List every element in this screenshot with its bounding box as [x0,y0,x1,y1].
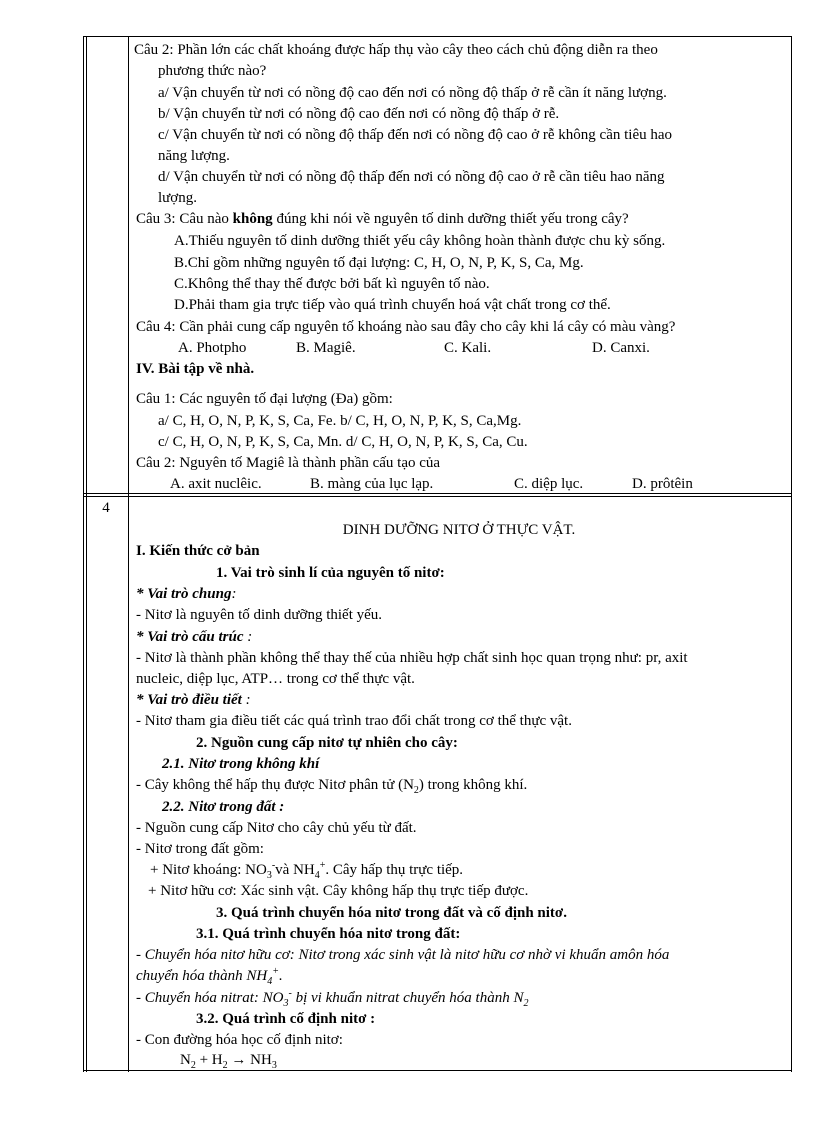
hw-q2: Câu 2: Nguyên tố Magiê là thành phần cấu tạo của [136,455,441,471]
section-2-heading: 2. Nguồn cung cấp nitơ tự nhiên cho cây: [196,735,458,751]
section-3-1-text-2: chuyển hóa thành $NH_4^+$. [136,966,283,987]
section-3-1-text-1: - Chuyển hóa nitơ hữu cơ: Nitơ trong xác sinh vật là nitơ hữu cơ nhờ vi khuẩn amôn hóa [136,947,670,963]
nitrogen-fixation-equation: $N_2 + H_2 \to NH_3$ [180,1052,277,1071]
section-3-1-text-3: - Chuyển hóa nitrat: $NO_3^-$ bị vi khuẩn nitrat chuyển hóa thành $N_2$ [136,988,529,1009]
vai-tro-cau-truc-text-1: - Nitơ là thành phần không thể thay thế của nhiều hợp chất sinh học quan trọng như: pr, axit [136,650,688,666]
table-column-divider [128,36,129,1072]
vai-tro-cau-truc-text-2: nucleic, diệp lục, ATP… trong cơ thể thực vật. [136,671,415,687]
section-3-heading: 3. Quá trình chuyển hóa nitơ trong đất và cố định nitơ. [216,905,567,921]
hw-q2-option-c: C. diệp lục. [514,476,584,492]
q4-option-c: C. Kali. [444,340,492,356]
section-2-1-text: - Cây không thể hấp thụ được Nitơ phân tử $(N_2)$ trong không khí. [136,777,528,796]
q2-option-c-line1: c/ Vận chuyển từ nơi có nồng độ thấp đến nơi có nồng độ cao ở rễ không cần tiêu hao [158,127,673,143]
q2-line2: phương thức nào? [158,63,267,79]
row-number: 4 [102,500,110,516]
q3-option-b: B.Chỉ gồm những nguyên tố đại lượng: C, H, O, N, P, K, S, Ca, Mg. [174,255,584,271]
section-2-1-heading: 2.1. Nitơ trong không khí [162,756,320,772]
hw-q2-option-a: A. axit nuclêic. [170,476,262,492]
q3-option-c: C.Không thể thay thế được bởi bất kì nguyên tố nào. [174,276,490,292]
q2-option-d-line1: d/ Vận chuyển từ nơi có nồng độ thấp đến nơi có nồng độ cao ở rễ cần tiêu hao năng [158,169,665,185]
section-3-2-heading: 3.2. Quá trình cố định nitơ : [196,1011,376,1027]
lesson-title: DINH DƯỠNG NITƠ Ở THỰC VẬT. [342,522,576,538]
q4-question: Câu 4: Cần phải cung cấp nguyên tố khoáng nào sau đây cho cây khi lá cây có màu vàng? [136,319,676,335]
row-divider-inner [83,496,792,497]
q4-option-b: B. Magiê. [296,340,356,356]
table-bottom-border [83,1070,792,1071]
section-3-1-heading: 3.1. Quá trình chuyển hóa nitơ trong đất: [196,926,461,942]
section-2-2-text-1: - Nguồn cung cấp Nitơ cho cây chủ yếu từ đất. [136,820,417,836]
hw-q2-option-b: B. màng của lục lạp. [310,476,434,492]
section-1-1-heading: 1. Vai trò sinh lí của nguyên tố nitơ: [216,565,445,581]
q2-option-d-line2: lượng. [158,190,197,206]
table-left-border-inner [86,36,87,1072]
section-2-2-text-2: - Nitơ trong đất gồm: [136,841,264,857]
vai-tro-cau-truc-label: * Vai trò cấu trúc : [136,629,253,645]
vai-tro-dieu-tiet-label: * Vai trò điều tiết : [136,692,251,708]
vai-tro-chung-text: - Nitơ là nguyên tố dinh dưỡng thiết yếu. [136,607,383,623]
hw-q2-option-d: D. prôtêin [632,476,693,492]
q2-option-c-line2: năng lượng. [158,148,230,164]
nito-khoang-line: + Nitơ khoáng: $NO_3^-và$ $NH_4^+$. Cây hấp thụ trực tiếp. [150,860,464,881]
q2-line1: Câu 2: Phần lớn các chất khoáng được hấp thụ vào cây theo cách chủ động diễn ra theo [134,42,658,58]
vai-tro-dieu-tiet-text: - Nitơ tham gia điều tiết các quá trình trao đổi chất trong cơ thể thực vật. [136,713,572,729]
table-top-border [83,36,792,37]
q2-option-a: a/ Vận chuyển từ nơi có nồng độ cao đến nơi có nồng độ thấp ở rễ cần ít năng lượng. [158,85,667,101]
vai-tro-chung-label: * Vai trò chung: [136,586,237,602]
hw-q1-options-ab: a/ C, H, O, N, P, K, S, Ca, Fe. b/ C, H, O, N, P, K, S, Ca,Mg. [158,413,522,429]
q2-option-b: b/ Vận chuyển từ nơi có nồng độ cao đến nơi có nồng độ thấp ở rễ. [158,106,560,122]
q3-option-a: A.Thiếu nguyên tố dinh dưỡng thiết yếu cây không hoàn thành được chu kỳ sống. [174,233,666,249]
q3-question: Câu 3: Câu nào không đúng khi nói về nguyên tố dinh dưỡng thiết yếu trong cây? [136,211,629,227]
hw-q1-options-cd: c/ C, H, O, N, P, K, S, Ca, Mn. d/ C, H, O, N, P, K, S, Ca, Cu. [158,434,528,450]
table-right-border [791,36,792,1072]
section-3-2-text-1: - Con đường hóa học cố định nitơ: [136,1032,343,1048]
q4-option-a: A. Photpho [178,340,247,356]
homework-title: IV. Bài tập về nhà. [136,361,255,377]
table-left-border-outer [83,36,84,1072]
q4-option-d: D. Canxi. [592,340,650,356]
q3-option-d: D.Phải tham gia trực tiếp vào quá trình chuyển hoá vật chất trong cơ thể. [174,297,611,313]
section-1-heading: I. Kiến thức cở bản [136,543,260,559]
hw-q1: Câu 1: Các nguyên tố đại lượng (Đa) gồm: [136,391,393,407]
nito-huu-co-line: + Nitơ hữu cơ: Xác sinh vật. Cây không hấp thụ trực tiếp được. [148,883,529,899]
section-2-2-heading: 2.2. Nitơ trong đất : [162,799,285,815]
